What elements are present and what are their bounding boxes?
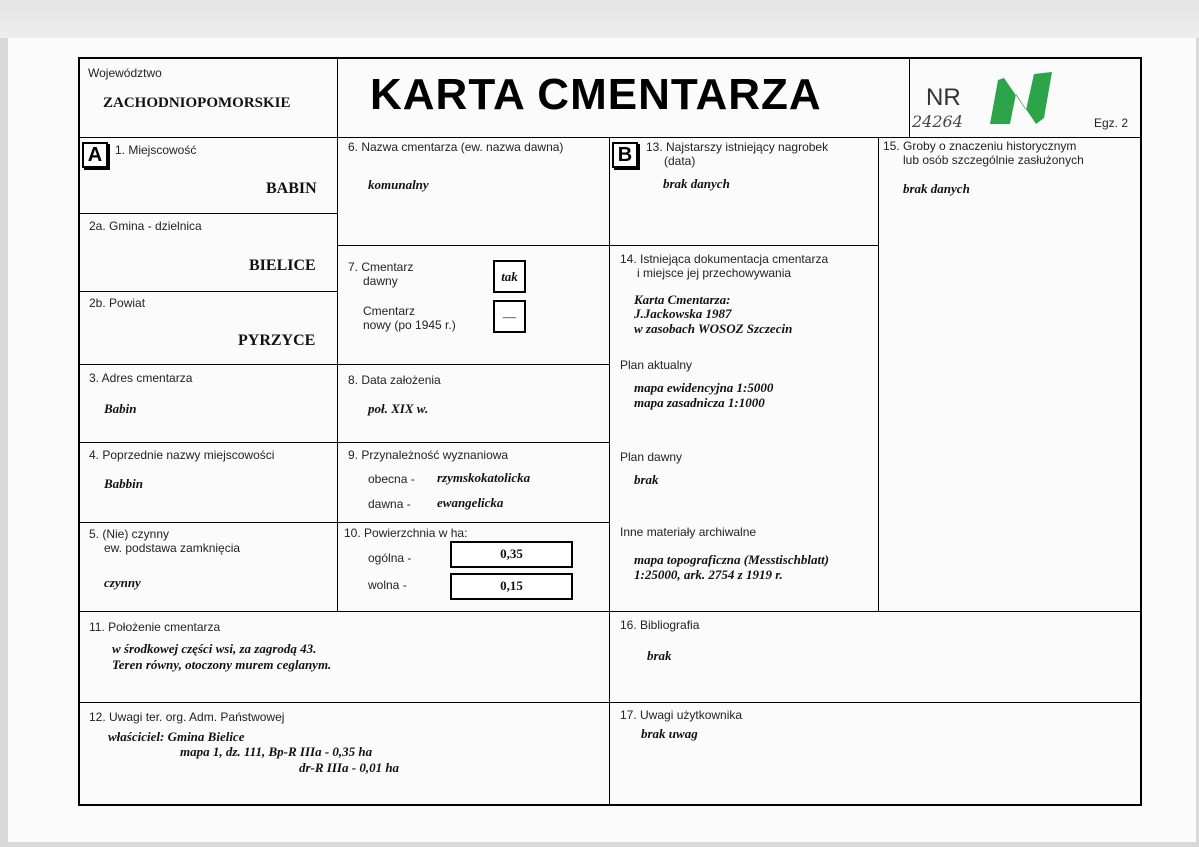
field-10-used-label: wolna - xyxy=(368,578,407,592)
field-17-label: 17. Uwagi użytkownika xyxy=(620,708,743,722)
field-12-line-2: mapa 1, dz. 111, Bp-R IIIa - 0,35 ha xyxy=(180,744,373,759)
field-11-label: 11. Położenie cmentarza xyxy=(89,620,221,634)
field-15-label: 15. Groby o znaczeniu historycznym xyxy=(883,139,1077,153)
field-13-label-sub: (data) xyxy=(664,154,696,168)
field-14-line-2: J.Jackowska 1987 xyxy=(634,306,732,321)
field-6-value: komunalny xyxy=(368,177,429,192)
field-12-line-3: dr-R IIIa - 0,01 ha xyxy=(299,760,400,775)
other-materials-label: Inne materiały archiwalne xyxy=(620,525,757,539)
grid-line xyxy=(878,137,879,612)
field-2b-label: 2b. Powiat xyxy=(89,296,146,310)
field-7-new-label: Cmentarz xyxy=(363,304,416,318)
plan-current-label: Plan aktualny xyxy=(620,358,693,372)
field-10-total-value: 0,35 xyxy=(450,541,573,568)
field-6-label: 6. Nazwa cmentarza (ew. nazwa dawna) xyxy=(348,140,564,154)
field-14-line-3: w zasobach WOSOZ Szczecin xyxy=(634,321,793,336)
field-5-label: 5. (Nie) czynny xyxy=(89,527,170,541)
section-b-marker: B xyxy=(612,142,638,168)
other-materials-line-2: 1:25000, ark. 2754 z 1919 r. xyxy=(634,567,783,582)
grid-line xyxy=(337,137,338,612)
grid-line xyxy=(80,364,609,365)
field-10-total-label: ogólna - xyxy=(368,551,412,565)
nr-label: NR xyxy=(926,84,961,111)
field-15-label-sub: lub osób szczególnie zasłużonych xyxy=(903,153,1084,167)
field-4-label: 4. Poprzednie nazwy miejscowości xyxy=(89,448,275,462)
grid-line xyxy=(609,137,610,805)
scan-background xyxy=(0,0,1199,38)
copy-label: Egz. 2 xyxy=(1094,116,1129,130)
field-9-former-value: ewangelicka xyxy=(437,495,504,510)
field-5-value: czynny xyxy=(104,575,141,590)
field-2a-value: BIELICE xyxy=(249,257,316,274)
field-1-label: 1. Miejscowość xyxy=(115,143,197,157)
cemetery-card-frame xyxy=(78,57,1142,806)
field-7-old-label: dawny xyxy=(363,274,398,288)
field-4-value: Babbin xyxy=(104,476,144,491)
grid-line xyxy=(909,59,910,138)
field-7-new-checkbox: — xyxy=(493,300,526,333)
field-16-value: brak xyxy=(647,648,672,663)
field-15-value: brak danych xyxy=(903,181,970,196)
grid-line xyxy=(80,213,337,214)
field-2b-value: PYRZYCE xyxy=(238,332,316,349)
field-2a-label: 2a. Gmina - dzielnica xyxy=(89,219,202,233)
grid-line xyxy=(80,611,1141,612)
grid-line xyxy=(337,59,338,138)
field-8-value: poł. XIX w. xyxy=(368,401,429,416)
field-12-label: 12. Uwagi ter. org. Adm. Państwowej xyxy=(89,710,285,724)
field-10-label: 10. Powierzchnia w ha: xyxy=(344,526,468,540)
section-a-marker: A xyxy=(82,142,108,168)
field-7-old-checkbox: tak xyxy=(493,260,526,293)
field-13-label: 13. Najstarszy istniejący nagrobek xyxy=(646,140,829,154)
plan-old-value: brak xyxy=(634,472,659,487)
field-14-label: 14. Istniejąca dokumentacja cmentarza xyxy=(620,252,829,266)
plan-old-label: Plan dawny xyxy=(620,450,683,464)
voivodeship-label: Województwo xyxy=(88,66,162,80)
grid-line xyxy=(80,442,609,443)
grid-line xyxy=(80,702,1141,703)
field-3-value: Babin xyxy=(104,401,137,416)
plan-current-line-2: mapa zasadnicza 1:1000 xyxy=(634,395,765,410)
green-n-mark xyxy=(982,66,1062,132)
field-9-current-label: obecna - xyxy=(368,472,415,486)
field-7-new-label-sub: nowy (po 1945 r.) xyxy=(363,318,456,332)
field-9-former-label: dawna - xyxy=(368,497,411,511)
field-11-line-1: w środkowej części wsi, za zagrodą 43. xyxy=(112,641,317,656)
field-9-label: 9. Przynależność wyznaniowa xyxy=(348,448,509,462)
nr-handwritten: 24264 xyxy=(912,112,963,131)
other-materials-line-1: mapa topograficzna (Messtischblatt) xyxy=(634,552,830,567)
field-9-current-value: rzymskokatolicka xyxy=(437,470,531,485)
field-14-line-1: Karta Cmentarza: xyxy=(634,292,731,307)
field-7-label: 7. Cmentarz xyxy=(348,260,414,274)
field-10-used-value: 0,15 xyxy=(450,573,573,600)
page-title: KARTA CMENTARZA xyxy=(370,70,822,119)
field-12-line-1: właściciel: Gmina Bielice xyxy=(108,729,245,744)
field-8-label: 8. Data założenia xyxy=(348,373,441,387)
grid-line xyxy=(337,245,878,246)
voivodeship-value: ZACHODNIOPOMORSKIE xyxy=(103,95,291,111)
grid-line xyxy=(80,291,337,292)
field-11-line-2: Teren równy, otoczony murem ceglanym. xyxy=(112,657,332,672)
field-14-label-sub: i miejsce jej przechowywania xyxy=(637,266,792,280)
green-n-mark-drawing xyxy=(982,66,1062,132)
field-16-label: 16. Bibliografia xyxy=(620,618,700,632)
field-5-label-sub: ew. podstawa zamknięcia xyxy=(104,541,241,555)
grid-line xyxy=(80,522,609,523)
field-3-label: 3. Adres cmentarza xyxy=(89,371,193,385)
plan-current-line-1: mapa ewidencyjna 1:5000 xyxy=(634,380,774,395)
field-13-value: brak danych xyxy=(663,176,730,191)
grid-line xyxy=(80,137,1141,138)
field-17-value: brak uwag xyxy=(641,726,698,741)
field-1-value: BABIN xyxy=(266,180,317,197)
